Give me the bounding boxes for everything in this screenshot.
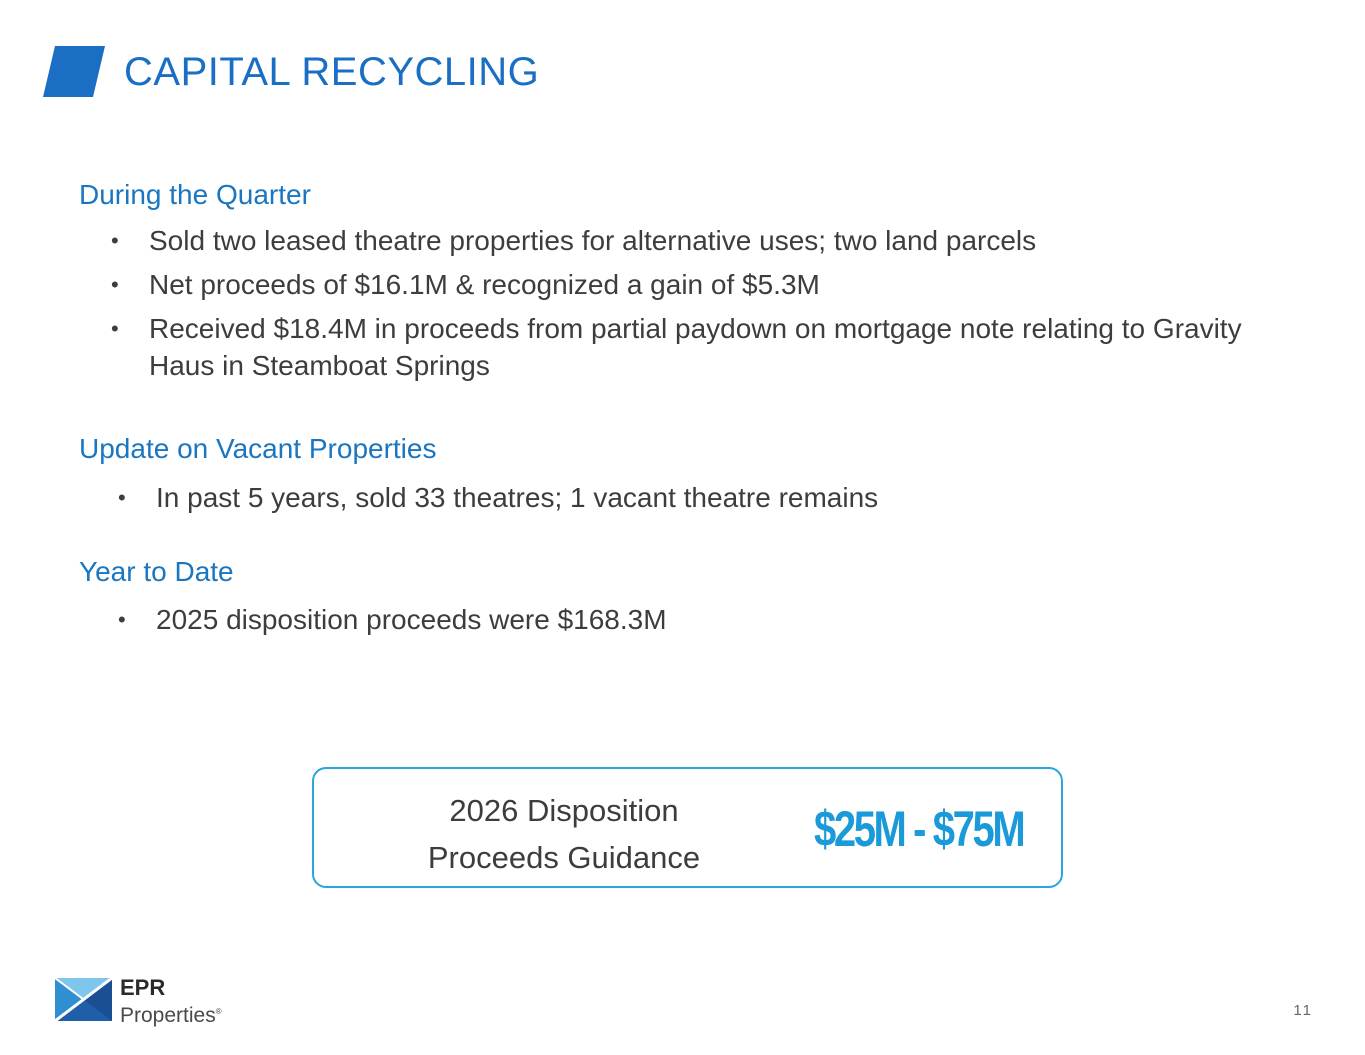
parallelogram-accent-icon [43,46,105,97]
section-heading-vacant-properties: Update on Vacant Properties [79,433,437,464]
logo-properties-word: Properties [120,1004,216,1027]
list-item [111,266,1299,303]
guidance-value: $25M - $75M [814,801,1024,857]
logo-text-properties [120,1000,222,1028]
bullet-icon: • [118,485,126,510]
guidance-label [374,787,754,881]
bullet-icon: • [118,607,126,632]
epr-logo-icon [55,978,112,1021]
bullet-text: Net proceeds of $16.1M & recognized a gain of $5.3M [149,269,820,300]
page-title: CAPITAL RECYCLING [124,50,540,94]
year-to-date-list [118,601,1306,645]
logo-text-epr: EPR [120,975,166,1000]
list-item [118,601,1306,638]
bullet-icon: • [111,272,119,297]
guidance-label-line1: 2026 Disposition [449,793,679,828]
section-heading-year-to-date: Year to Date [79,556,234,587]
list-item [111,222,1299,259]
section-heading-during-quarter: During the Quarter [79,179,311,210]
epr-logo [55,975,255,1027]
list-item [111,310,1249,384]
guidance-box [312,767,1063,888]
bullet-text: Received $18.4M in proceeds from partial paydown on mortgage note relating to Gravity Haus in Steamboat Springs [149,313,1242,381]
list-item [118,479,1306,516]
bullet-icon: • [111,228,119,253]
during-quarter-list [111,222,1299,391]
bullet-icon: • [111,316,119,341]
page-number: 11 [1293,1002,1313,1019]
bullet-text: 2025 disposition proceeds were $168.3M [156,604,667,635]
vacant-properties-list [118,479,1306,523]
guidance-label-line2: Proceeds Guidance [427,840,701,875]
registered-mark: ® [215,1007,222,1016]
bullet-text: Sold two leased theatre properties for alternative uses; two land parcels [149,225,1037,256]
bullet-text: In past 5 years, sold 33 theatres; 1 vacant theatre remains [156,482,879,513]
